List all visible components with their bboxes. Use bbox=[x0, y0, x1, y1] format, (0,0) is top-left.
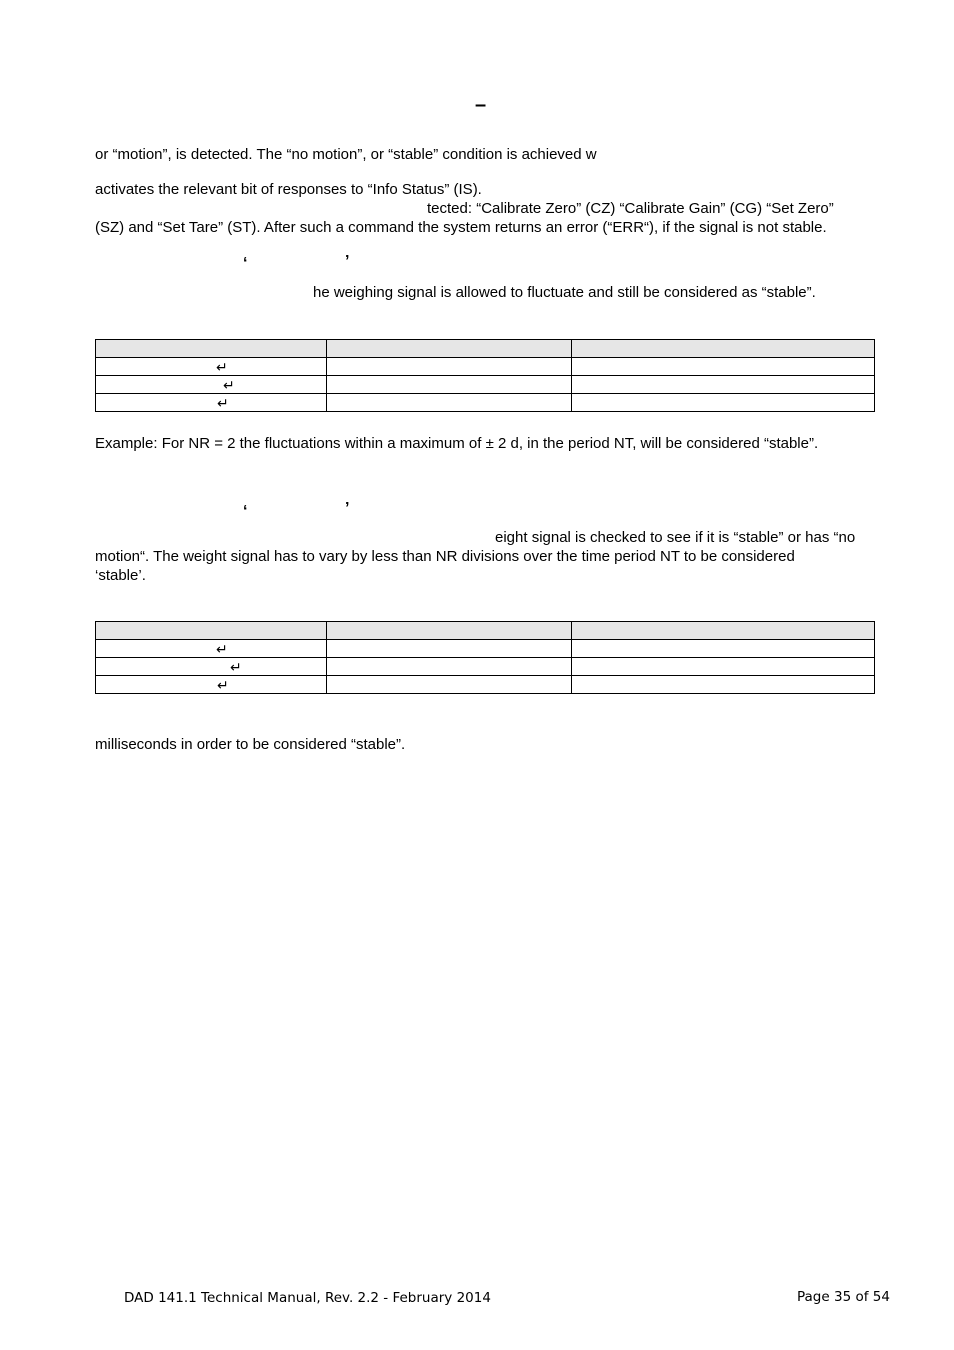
table-cell bbox=[572, 676, 875, 694]
return-key-icon: ↵ bbox=[230, 658, 242, 675]
heading-open-quote: ‘ bbox=[243, 255, 248, 272]
table-header-row bbox=[96, 622, 875, 640]
table-row bbox=[96, 376, 875, 394]
table-cell bbox=[572, 394, 875, 412]
return-key-icon: ↵ bbox=[217, 394, 229, 411]
footer-page-number: Page 35 of 54 bbox=[797, 1289, 890, 1305]
settings-table-nr bbox=[95, 339, 875, 412]
table-cell bbox=[96, 376, 327, 394]
footer-document-title: DAD 141.1 Technical Manual, Rev. 2.2 - February 2014 bbox=[124, 1290, 491, 1306]
paragraph-line: tected: “Calibrate Zero” (CZ) “Calibrate Gain” (CG) “Set Zero” bbox=[427, 200, 834, 217]
table-cell bbox=[96, 658, 327, 676]
table-cell bbox=[96, 358, 327, 376]
example-text: Example: For NR = 2 the fluctuations within a maximum of ± 2 d, in the period NT, will be considered “stable”. bbox=[95, 435, 819, 452]
table-header-cell bbox=[96, 340, 327, 358]
table-row bbox=[96, 358, 875, 376]
table-cell bbox=[572, 658, 875, 676]
table-cell bbox=[96, 676, 327, 694]
table-cell bbox=[572, 358, 875, 376]
heading-close-quote: ’ bbox=[345, 500, 350, 517]
paragraph-line: (SZ) and “Set Tare” (ST). After such a command the system returns an error (“ERR“), if the signal is not stable. bbox=[95, 219, 827, 236]
paragraph-line: or “motion”, is detected. The “no motion”, or “stable” condition is achieved w bbox=[95, 146, 597, 163]
paragraph-line: motion“. The weight signal has to vary by less than NR divisions over the time period NT to be considered bbox=[95, 548, 795, 565]
table-cell bbox=[327, 376, 572, 394]
table-cell bbox=[96, 640, 327, 658]
paragraph-line: ‘stable’. bbox=[95, 567, 146, 584]
table-header-cell bbox=[327, 622, 572, 640]
paragraph-line: he weighing signal is allowed to fluctuate and still be considered as “stable”. bbox=[313, 284, 816, 301]
table-header-cell bbox=[96, 622, 327, 640]
table-row bbox=[96, 394, 875, 412]
return-key-icon: ↵ bbox=[216, 358, 228, 375]
section-title-dash: – bbox=[475, 94, 487, 116]
closing-text: milliseconds in order to be considered “stable”. bbox=[95, 736, 406, 753]
paragraph-line: eight signal is checked to see if it is “stable” or has “no bbox=[495, 529, 856, 546]
table-cell bbox=[96, 394, 327, 412]
table-cell bbox=[327, 394, 572, 412]
table-header-row bbox=[96, 340, 875, 358]
table-cell bbox=[327, 658, 572, 676]
table-cell bbox=[327, 358, 572, 376]
table-cell bbox=[572, 376, 875, 394]
return-key-icon: ↵ bbox=[217, 676, 229, 693]
table-header-cell bbox=[572, 340, 875, 358]
settings-table-nt bbox=[95, 621, 875, 694]
table-cell bbox=[572, 640, 875, 658]
return-key-icon: ↵ bbox=[223, 376, 235, 393]
table-row bbox=[96, 658, 875, 676]
table-cell bbox=[327, 640, 572, 658]
table-row bbox=[96, 676, 875, 694]
table-cell bbox=[327, 676, 572, 694]
table-header-cell bbox=[327, 340, 572, 358]
table-header-cell bbox=[572, 622, 875, 640]
return-key-icon: ↵ bbox=[216, 640, 228, 657]
paragraph-line: activates the relevant bit of responses to “Info Status” (IS). bbox=[95, 181, 482, 198]
heading-open-quote: ‘ bbox=[243, 503, 248, 520]
heading-close-quote: ’ bbox=[345, 253, 350, 270]
table-row bbox=[96, 640, 875, 658]
